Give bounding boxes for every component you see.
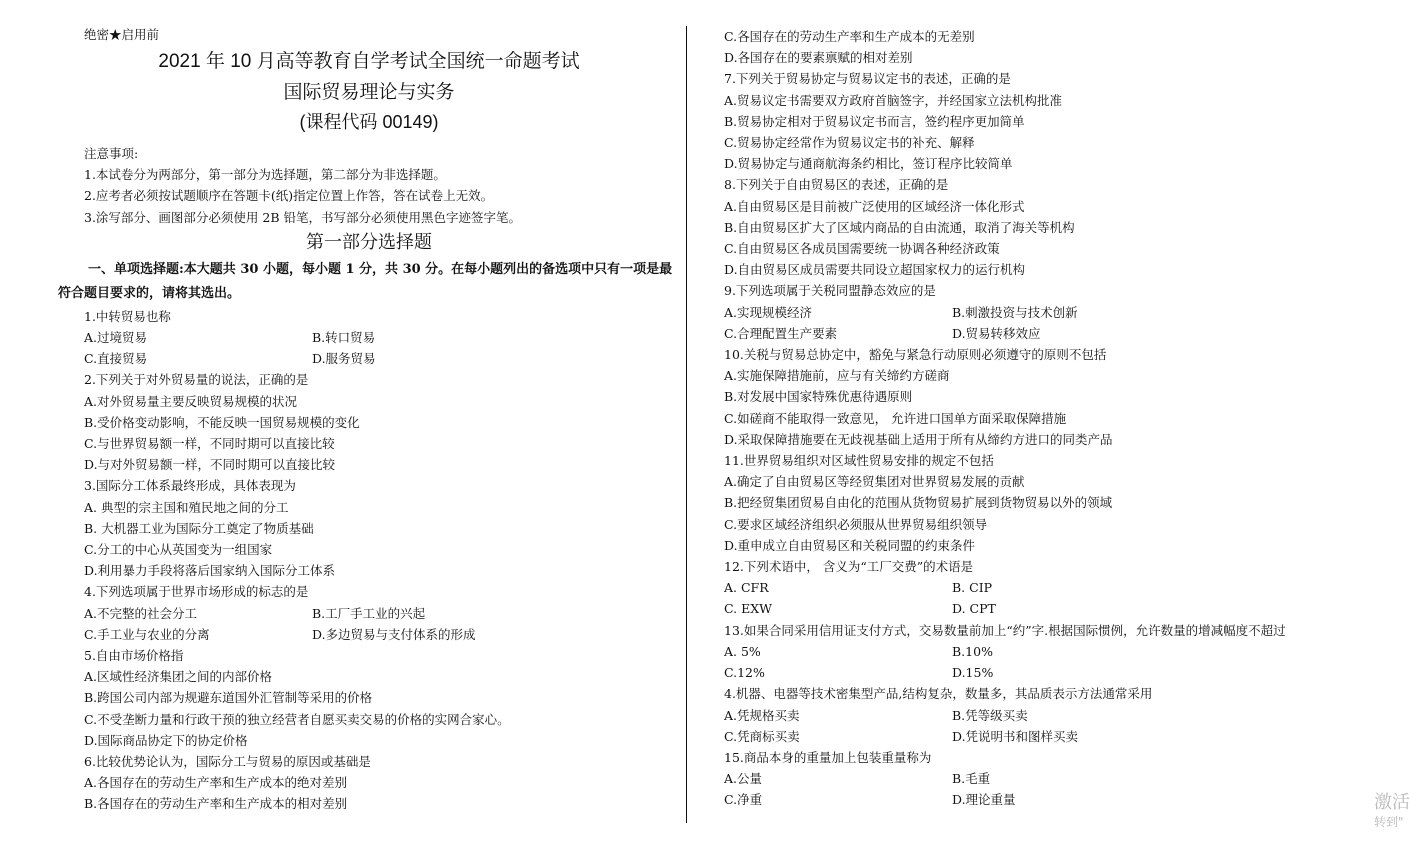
option: C.凭商标买卖 xyxy=(724,728,800,744)
option: C.如磋商不能取得一致意见， 允许进口国单方面采取保障措施 xyxy=(724,410,1067,426)
option: C.自由贸易区各成员国需要统一协调各种经济政策 xyxy=(724,241,1000,257)
option: A.贸易议定书需要双方政府首脑签字，并经国家立法机构批准 xyxy=(724,92,1063,108)
option: C.不受垄断力量和行政干预的独立经营者自愿买卖交易的价格的实网合家心。 xyxy=(84,711,510,727)
question-5: 5.自由市场价格指 xyxy=(84,648,184,664)
option: B.10% xyxy=(952,643,993,659)
option: D.国际商品协定下的协定价格 xyxy=(84,732,248,748)
part-one-title: 第一部分选择题 xyxy=(306,231,432,253)
question-12: 12.下列术语中， 含义为“工厂交费”的术语是 xyxy=(724,559,974,575)
option: A.实现规模经济 xyxy=(724,304,813,320)
option-row xyxy=(58,348,680,369)
column-divider xyxy=(686,26,687,823)
watermark-line-2: 转到" xyxy=(1374,815,1404,829)
option: C.直接贸易 xyxy=(84,351,148,367)
option: B.对发展中国家特殊优惠待遇原则 xyxy=(724,389,913,405)
course-title: 国际贸易理论与实务 xyxy=(283,81,455,103)
exam-title: 2021 年 10 月高等教育自学考试全国统一命题考试 xyxy=(158,51,580,72)
option-row xyxy=(724,768,1324,789)
option: D.与对外贸易额一样，不同时期可以直接比较 xyxy=(84,457,336,473)
section-instruction: 一、单项选择题:本大题共 30 小题，每小题 1 分，共 30 分。在每小题列出的备选项中只有一项是最符合题目要求的，请将其选出。 xyxy=(58,261,673,301)
option: D.重申成立自由贸易区和关税同盟的约束条件 xyxy=(724,537,976,553)
note-item: 3.涂写部分、画图部分必须使用 2B 铅笔，书写部分必须使用黑色字迹签字笔。 xyxy=(84,209,522,225)
notes-heading: 注意事项: xyxy=(84,146,139,161)
option: C.与世界贸易额一样，不同时期可以直接比较 xyxy=(84,436,335,452)
option: C.各国存在的劳动生产率和生产成本的无差别 xyxy=(724,29,975,44)
option: B.自由贸易区扩大了区域内商品的自由流通，取消了海关等机构 xyxy=(724,219,1075,235)
option: D. CPT xyxy=(952,601,996,617)
question-10: 10.关税与贸易总协定中，豁免与紧急行动原则必须遵守的原则不包括 xyxy=(724,347,1107,363)
option: D.利用暴力手段将落后国家纳入国际分工体系 xyxy=(84,563,336,579)
option: B.刺激投资与技术创新 xyxy=(952,304,1078,320)
option: A.实施保障措施前，应与有关缔约方磋商 xyxy=(724,368,950,384)
option: B.跨国公司内部为规避东道国外汇管制等采用的价格 xyxy=(84,690,373,706)
option: C.12% xyxy=(724,665,765,681)
question-2: 2.下列关于对外贸易量的说法，正确的是 xyxy=(84,372,309,388)
option-row xyxy=(724,726,1324,747)
question-7: 7.下列关于贸易协定与贸易议定书的表述，正确的是 xyxy=(724,71,1011,87)
option-row xyxy=(724,662,1324,683)
option: D.自由贸易区成员需要共同设立超国家权力的运行机构 xyxy=(724,262,1026,278)
confidential-mark: 绝密★启用前 xyxy=(84,27,160,42)
question-13: 13.如果合同采用信用证支付方式，交易数量前加上“约”字.根据国际惯例，允许数量的增减幅度不超过 xyxy=(724,622,1286,638)
option: A.区域性经济集团之间的内部价格 xyxy=(84,669,273,685)
option: A.确定了自由贸易区等经贸集团对世界贸易发展的贡献 xyxy=(724,474,1025,490)
question-4: 4.下列选项属于世界市场形成的标志的是 xyxy=(84,584,309,600)
option: C.要求区域经济组织必须服从世界贸易组织领导 xyxy=(724,516,988,532)
option: C.净重 xyxy=(724,792,763,808)
option: A.各国存在的劳动生产率和生产成本的绝对差别 xyxy=(84,775,348,791)
option: A. 5% xyxy=(724,643,761,659)
note-item: 2.应考者必须按试题顺序在答题卡(纸)指定位置上作答，答在试卷上无效。 xyxy=(84,188,494,204)
option: C. EXW xyxy=(724,601,772,617)
option: A.自由贸易区是目前被广泛使用的区域经济一体化形式 xyxy=(724,198,1025,214)
option: D.采取保障措施要在无歧视基础上适用于所有从缔约方进口的同类产品 xyxy=(724,431,1113,447)
question-8: 8.下列关于自由贸易区的表述，正确的是 xyxy=(724,177,949,193)
question-9: 9.下列选项属于关税同盟静态效应的是 xyxy=(724,283,936,299)
option: D.理论重量 xyxy=(952,792,1016,808)
option: C.贸易协定经常作为贸易议定书的补充、解释 xyxy=(724,135,975,151)
option: D.凭说明书和图样买卖 xyxy=(952,728,1079,744)
option: B. CIP xyxy=(952,580,993,596)
question-6: 6.比较优势论认为，国际分工与贸易的原因或基础是 xyxy=(84,754,371,770)
option: D.各国存在的要素禀赋的相对差别 xyxy=(724,50,913,66)
option: C.手工业与农业的分离 xyxy=(84,626,210,642)
question-14: 4.机器、电器等技术密集型产品,结构复杂，数量多，其品质表示方法通常采用 xyxy=(724,686,1153,702)
option: D.15% xyxy=(952,665,994,681)
option-row xyxy=(724,577,1324,598)
option: B.毛重 xyxy=(952,771,991,787)
left-column xyxy=(58,24,680,815)
option: A.公量 xyxy=(724,771,763,787)
option: B.转口贸易 xyxy=(312,330,376,346)
option-row xyxy=(724,705,1324,726)
option: D.贸易转移效应 xyxy=(952,325,1041,341)
option: A. CFR xyxy=(724,580,769,596)
option: B.各国存在的劳动生产率和生产成本的相对差别 xyxy=(84,796,348,812)
option: D.服务贸易 xyxy=(312,351,376,367)
option-row xyxy=(724,789,1324,810)
question-3: 3.国际分工体系最终形成，具体表现为 xyxy=(84,478,296,494)
question-15: 15.商品本身的重量加上包装重量称为 xyxy=(724,749,932,765)
note-item: 1.本试卷分为两部分，第一部分为选择题，第二部分为非选择题。 xyxy=(84,167,446,183)
option-row xyxy=(58,603,680,624)
right-column xyxy=(724,26,1324,811)
option: B.凭等级买卖 xyxy=(952,707,1028,723)
option: A.对外贸易量主要反映贸易规模的状况 xyxy=(84,393,298,409)
course-code: (课程代码 00149) xyxy=(299,112,439,132)
option: D.贸易协定与通商航海条约相比，签订程序比较简单 xyxy=(724,156,1013,172)
option: D.多边贸易与支付体系的形成 xyxy=(312,626,476,642)
option-row xyxy=(724,323,1324,344)
option: B.把经贸集团贸易自由化的范围从货物贸易扩展到货物贸易以外的领域 xyxy=(724,495,1113,511)
option: C.分工的中心从英国变为一组国家 xyxy=(84,542,273,558)
question-11: 11.世界贸易组织对区域性贸易安排的规定不包括 xyxy=(724,453,994,469)
option-row xyxy=(58,327,680,348)
option-row xyxy=(58,624,680,645)
option: B.贸易协定相对于贸易议定书而言，签约程序更加简单 xyxy=(724,113,1025,129)
activation-watermark xyxy=(1374,792,1410,830)
option: A.不完整的社会分工 xyxy=(84,605,198,621)
option: A. 典型的宗主国和殖民地之间的分工 xyxy=(84,499,289,515)
option: B.工厂手工业的兴起 xyxy=(312,605,426,621)
question-1: 1.中转贸易也称 xyxy=(84,308,171,324)
option: C.合理配置生产要素 xyxy=(724,325,838,341)
option: B. 大机器工业为国际分工奠定了物质基础 xyxy=(84,520,314,536)
watermark-line-1: 激活 xyxy=(1374,792,1410,813)
option: A.过境贸易 xyxy=(84,330,148,346)
option-row xyxy=(724,641,1324,662)
option-row xyxy=(724,598,1324,619)
option: B.受价格变动影响，不能反映一国贸易规模的变化 xyxy=(84,414,360,430)
option-row xyxy=(724,302,1324,323)
option: A.凭规格买卖 xyxy=(724,707,800,723)
